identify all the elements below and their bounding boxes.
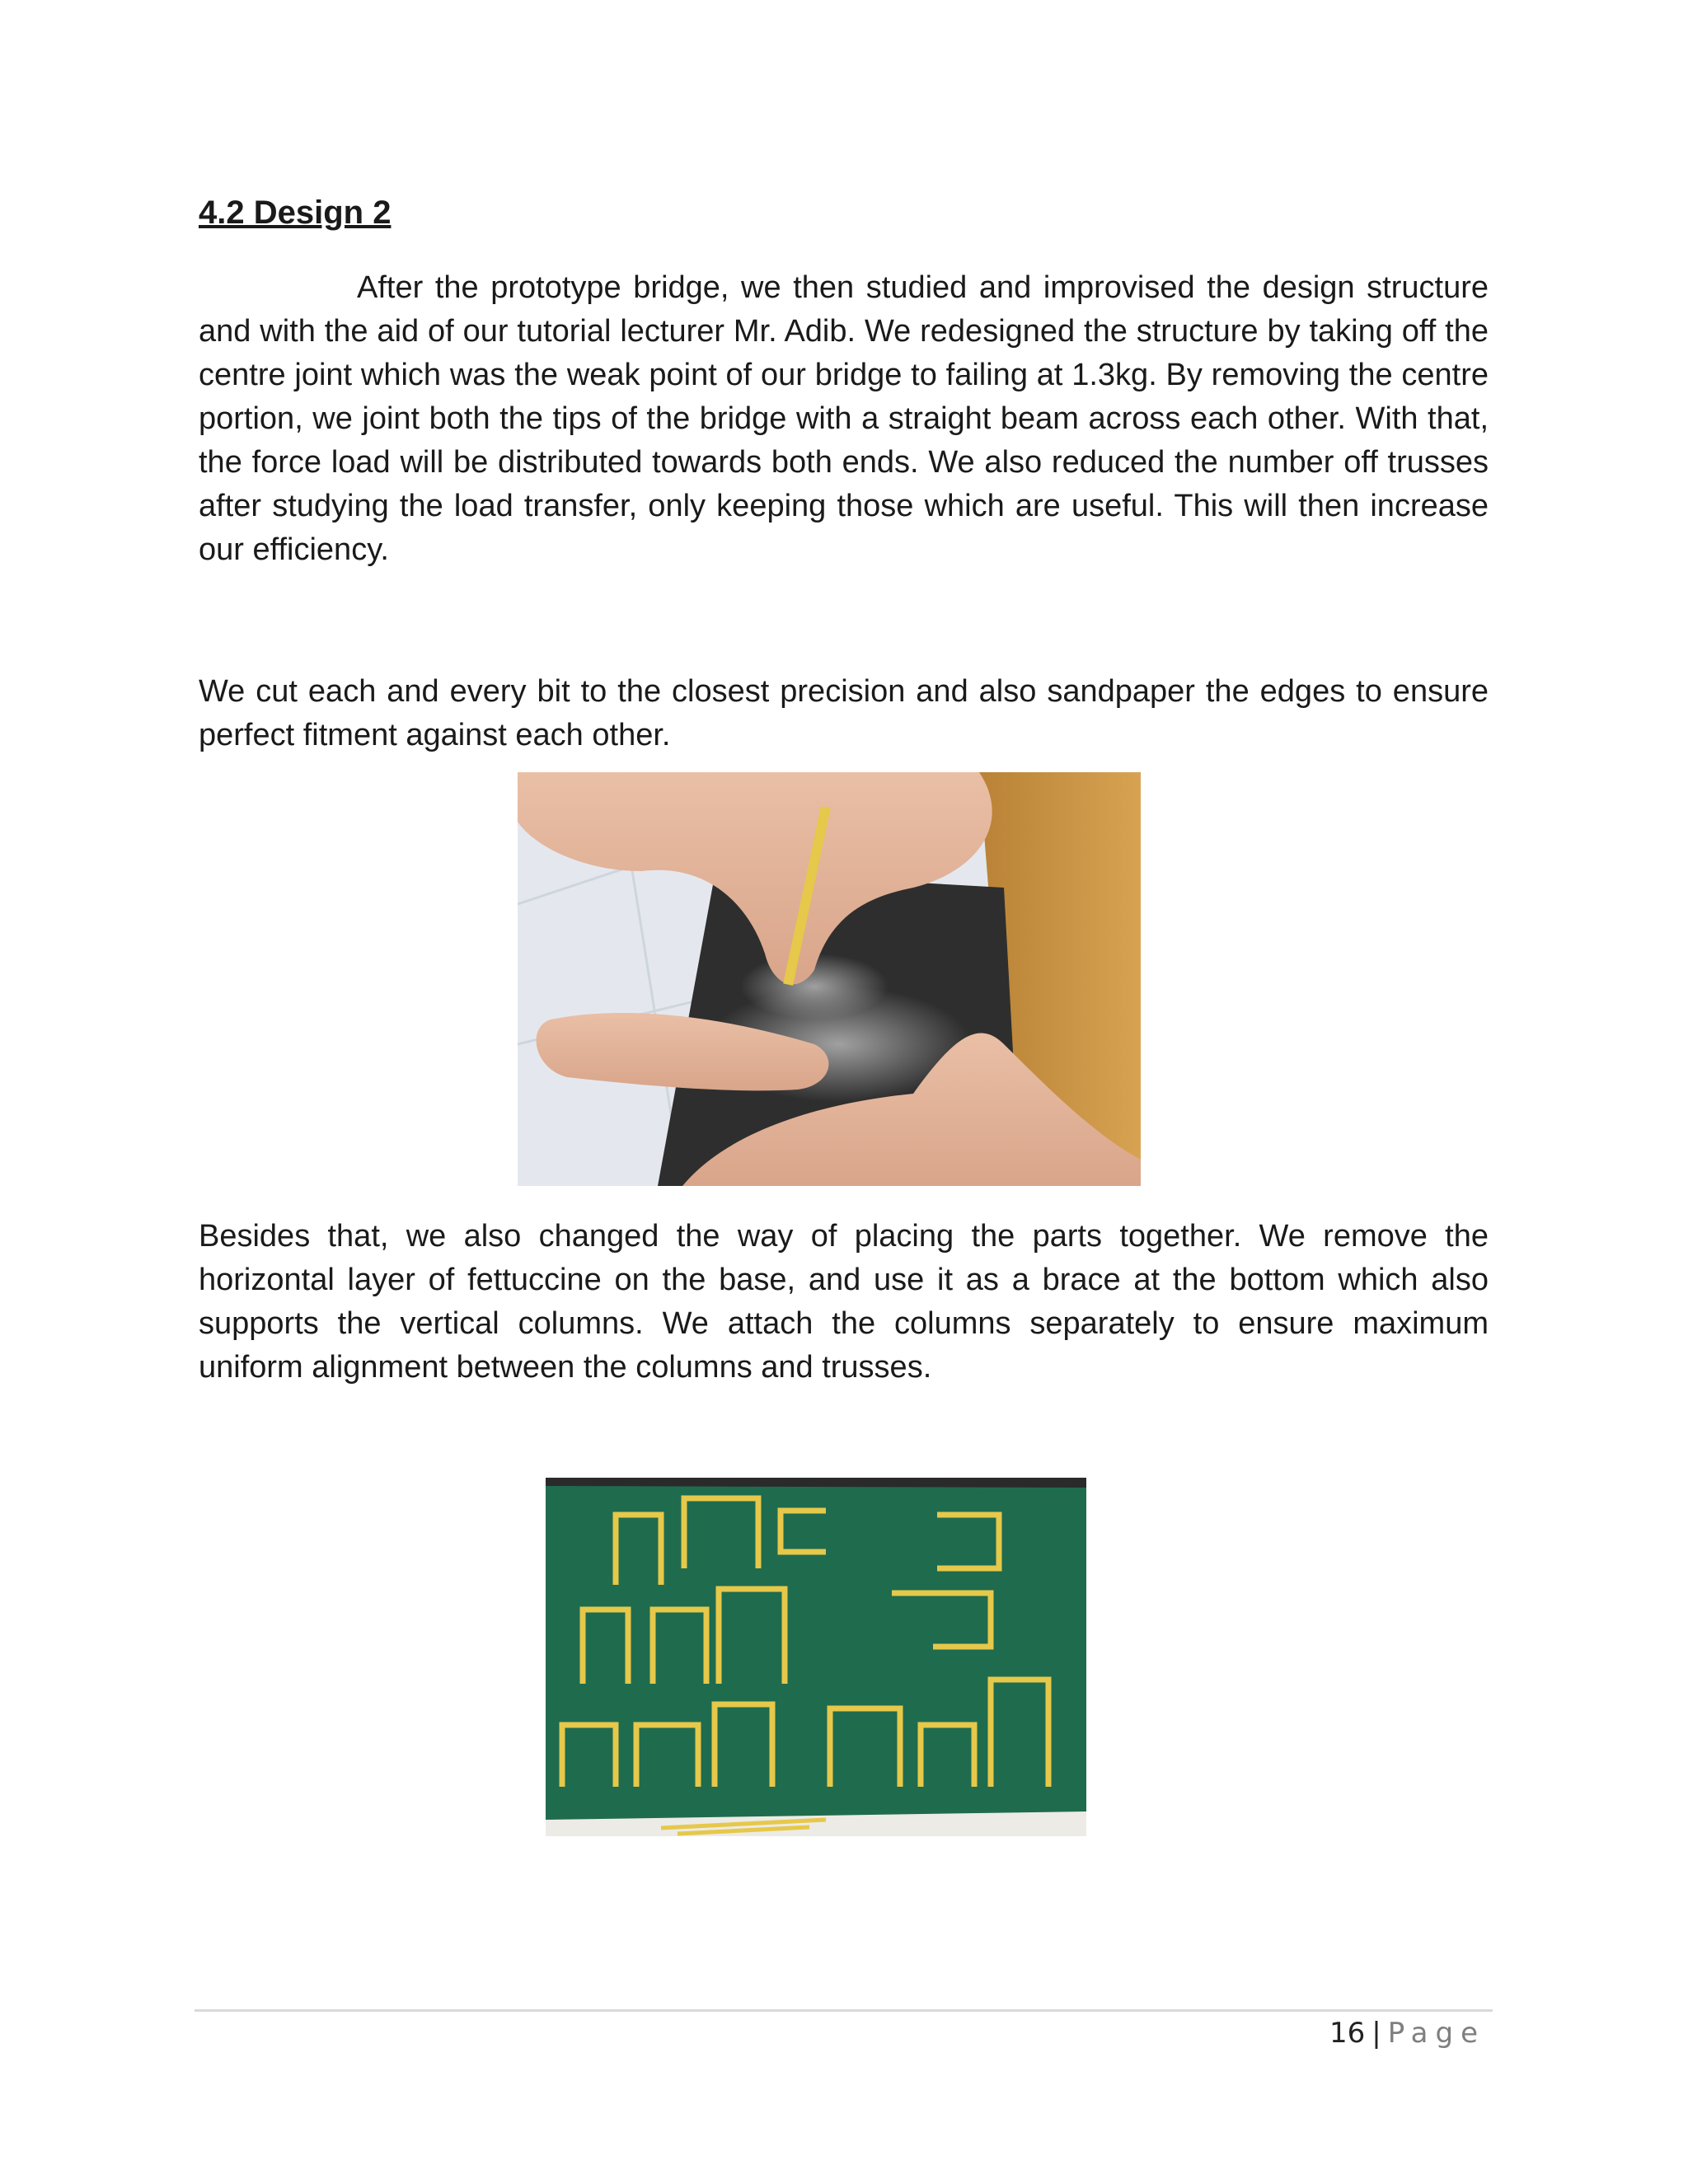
paragraph-design-intro: After the prototype bridge, we then studied and improvised the design structure and with the aid of our tutorial lecturer Mr. Adib. We redesigned the structure by taking off the centre joint which was the weak point of our bridge to failing at 1.3kg. By removing the centre portion, we joint both the tips of the bridge with a straight beam across each other. With that, the force load will be distributed towards both ends. We also reduced the number off trusses after studying the load transfer, only keeping those which are useful. This will then increase our efficiency. [199,270,1489,567]
footer-separator: | [1372,2017,1381,2050]
paragraph-assembly-change: Besides that, we also changed the way of placing the parts together. We remove the horizontal layer of fettuccine on the base, and use it as a brace at the bottom which also supports the vertical columns. We attach the columns separately to ensure maximum uniform alignment between the columns and trusses. [199,1219,1489,1385]
photo-fettuccine-frames-on-mat [546,1478,1086,1836]
paragraph-precision-cutting: We cut each and every bit to the closest precision and also sandpaper the edges to ensure perfect fitment against each other. [199,674,1489,752]
footer-divider [195,2009,1493,2012]
photo-sanding-fettuccine [518,772,1141,1186]
section-heading: 4.2 Design 2 [199,194,392,231]
page-footer [1329,2017,1485,2050]
page-number: 16 [1329,2017,1366,2050]
page-label: Page [1387,2017,1485,2050]
